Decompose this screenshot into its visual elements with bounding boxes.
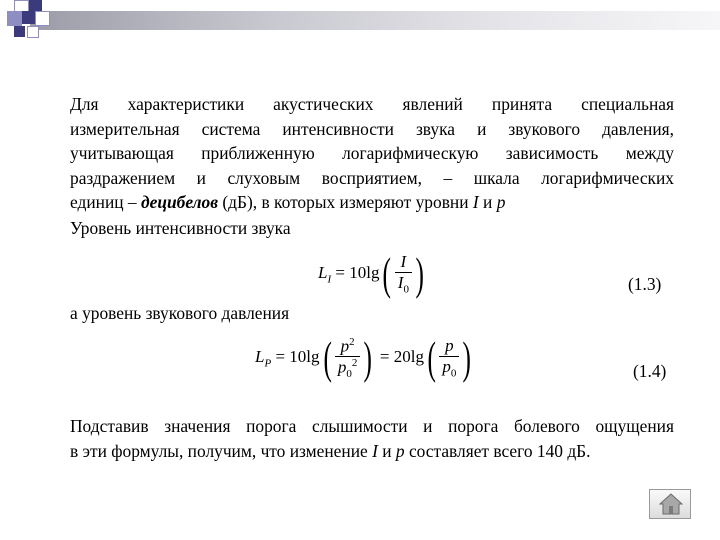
fraction-numerator: I [395, 252, 412, 273]
equation-number: (1.4) [633, 361, 667, 381]
text-segment: в эти формулы, получим, что изменение [70, 440, 373, 461]
deco-square [29, 0, 42, 11]
text-segment: единиц – [70, 192, 141, 213]
label-pressure: а уровень звукового давления [70, 303, 290, 323]
intro-paragraph [70, 92, 674, 215]
paren-close: ) [462, 332, 472, 383]
fraction [439, 336, 459, 379]
paren-open: ( [427, 332, 436, 383]
deco-square [35, 11, 50, 26]
formula-lhs-sub: P [264, 357, 272, 370]
formula-lhs: L [255, 346, 265, 366]
fraction-numerator [335, 336, 361, 358]
deco-square [27, 26, 39, 38]
variable-i: I [372, 440, 378, 461]
variable-p: p [395, 440, 405, 461]
denominator-sub: 0 [346, 368, 352, 381]
paren-open: ( [322, 332, 332, 383]
text-segment: (дБ), в которых измеряют уровни [218, 192, 473, 213]
paragraph-line [70, 190, 674, 215]
fraction-denominator [395, 273, 412, 295]
home-button[interactable] [649, 489, 691, 519]
formula-op: = 10lg [271, 346, 320, 366]
fraction-denominator [439, 357, 459, 379]
fraction-denominator [335, 357, 361, 380]
text-segment: составляет всего 140 дБ. [404, 440, 591, 461]
formula-lhs-sub: I [327, 273, 332, 286]
header-gradient-bar [30, 11, 720, 30]
home-icon [659, 493, 683, 515]
formula-intensity-level [318, 248, 427, 299]
term-decibels: децибелов [140, 192, 219, 213]
variable-i: I [472, 192, 479, 213]
deco-square [7, 11, 22, 26]
paragraph-line: Для характеристики акустических явлений принята специальная [70, 94, 674, 114]
paragraph-line: раздражением и слуховым восприятием, – шкала логарифмических [70, 167, 674, 188]
denominator-var: p [337, 357, 347, 377]
denominator-var: I [397, 273, 404, 293]
paragraph-line: измерительная система интенсивности звука и звукового давления, [70, 118, 674, 139]
formula-op: = 10lg [331, 262, 380, 282]
fraction [395, 252, 412, 295]
equation-number: (1.3) [628, 274, 662, 294]
paren-close: ) [363, 332, 373, 383]
denominator-sub: 0 [403, 283, 409, 296]
variable-p: p [496, 192, 506, 213]
conclusion-paragraph [70, 414, 674, 463]
formula-op: = 20lg [375, 346, 424, 366]
formula-lhs: L [318, 262, 328, 282]
label-intensity: Уровень интенсивности звука [70, 218, 291, 238]
formula-pressure-level [255, 332, 475, 383]
deco-square [14, 26, 25, 37]
paren-open: ( [382, 248, 392, 299]
denominator-sup: 2 [351, 357, 358, 370]
denominator-var: p [442, 357, 451, 377]
paragraph-line: учитывающая приближенную логарифмическую зависимость между [70, 143, 674, 164]
fraction [335, 336, 361, 381]
numerator-sup: 2 [349, 335, 355, 348]
paragraph-line: Подставив значения порога слышимости и порога болевого ощущения [70, 416, 674, 436]
text-segment: и [478, 192, 497, 213]
paren-close: ) [415, 248, 424, 299]
fraction-numerator: p [439, 336, 459, 357]
numerator-var: p [340, 336, 350, 356]
denominator-sub: 0 [450, 367, 457, 380]
paragraph-line [70, 439, 674, 464]
text-segment: и [377, 440, 396, 461]
deco-square [22, 11, 35, 24]
